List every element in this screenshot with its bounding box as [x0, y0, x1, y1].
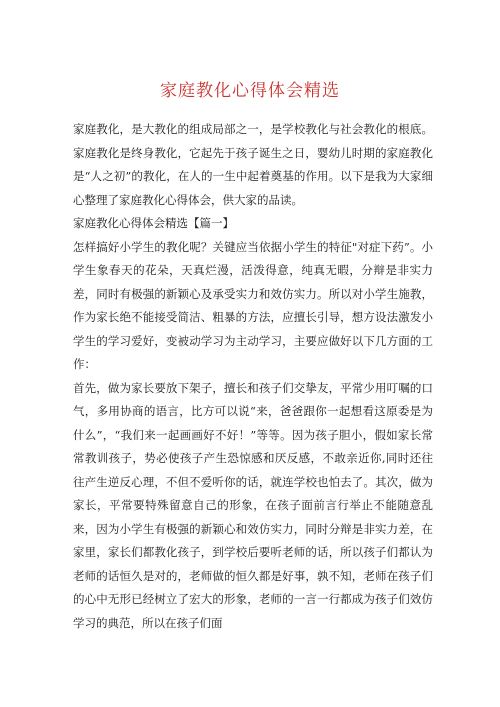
body-paragraph: 首先，做为家长要放下架子，擅长和孩子们交挚友，平常少用叮嘱的口气，多用协商的语言，比方可以说“来，爸爸跟你一起想看这原委是为什么”，“我们来一起画画好不好！”等等。因为孩子胆小，假如家长常常教训孩子，势必使孩子产生恐惊感和厌反感，不敢亲近你,同时还往往产生逆反心理，不但不爱听你的话，就连学校也怕去了。其次，做为家长，平常要特殊留意自己的形象，在孩子面前言行举止不能随意乱来，因为小学生有极强的新颖心和效仿实力，同时分辩是非实力差，在家里，家长们都教化孩子，到学校后要听老师的话，所以孩子们都认为老师的话恒久是对的，老师做的恒久都是好事，孰不知，老师在孩子们的心中无形已经树立了宏大的形象，老师的一言一行都成为孩子们效仿学习的典范，所以在孩子们面 — [73, 380, 433, 630]
document-body — [73, 118, 433, 635]
section-heading: 家庭教化心得体会精选【篇一】 — [73, 216, 234, 230]
intro-paragraph: 家庭教化，是大教化的组成局部之一，是学校教化与社会教化的根底。家庭教化是终身教化，它起先于孩子诞生之日，婴幼儿时期的家庭教化是“人之初”的教化，在人的一生中起着奠基的作用。以下是我为大家细心整理了家庭教化心得体会，供大家的品读。 — [73, 122, 433, 207]
body-paragraph: 怎样搞好小学生的教化呢？关键应当依据小学生的特征"对症下药”。小学生象春天的花朵，天真烂漫，活泼得意，纯真无暇，分辩是非实力差，同时有极强的新颖心及承受实力和效仿实力。所以对小学生施教，作为家长绝不能接受简洁、粗暴的方法，应擅长引导，想方设法激发小学生的学习爱好，变被动学习为主动学习，主要应做好以下几方面的工作： — [73, 239, 433, 371]
document-title: 家庭教化心得体会精选 — [160, 81, 340, 101]
